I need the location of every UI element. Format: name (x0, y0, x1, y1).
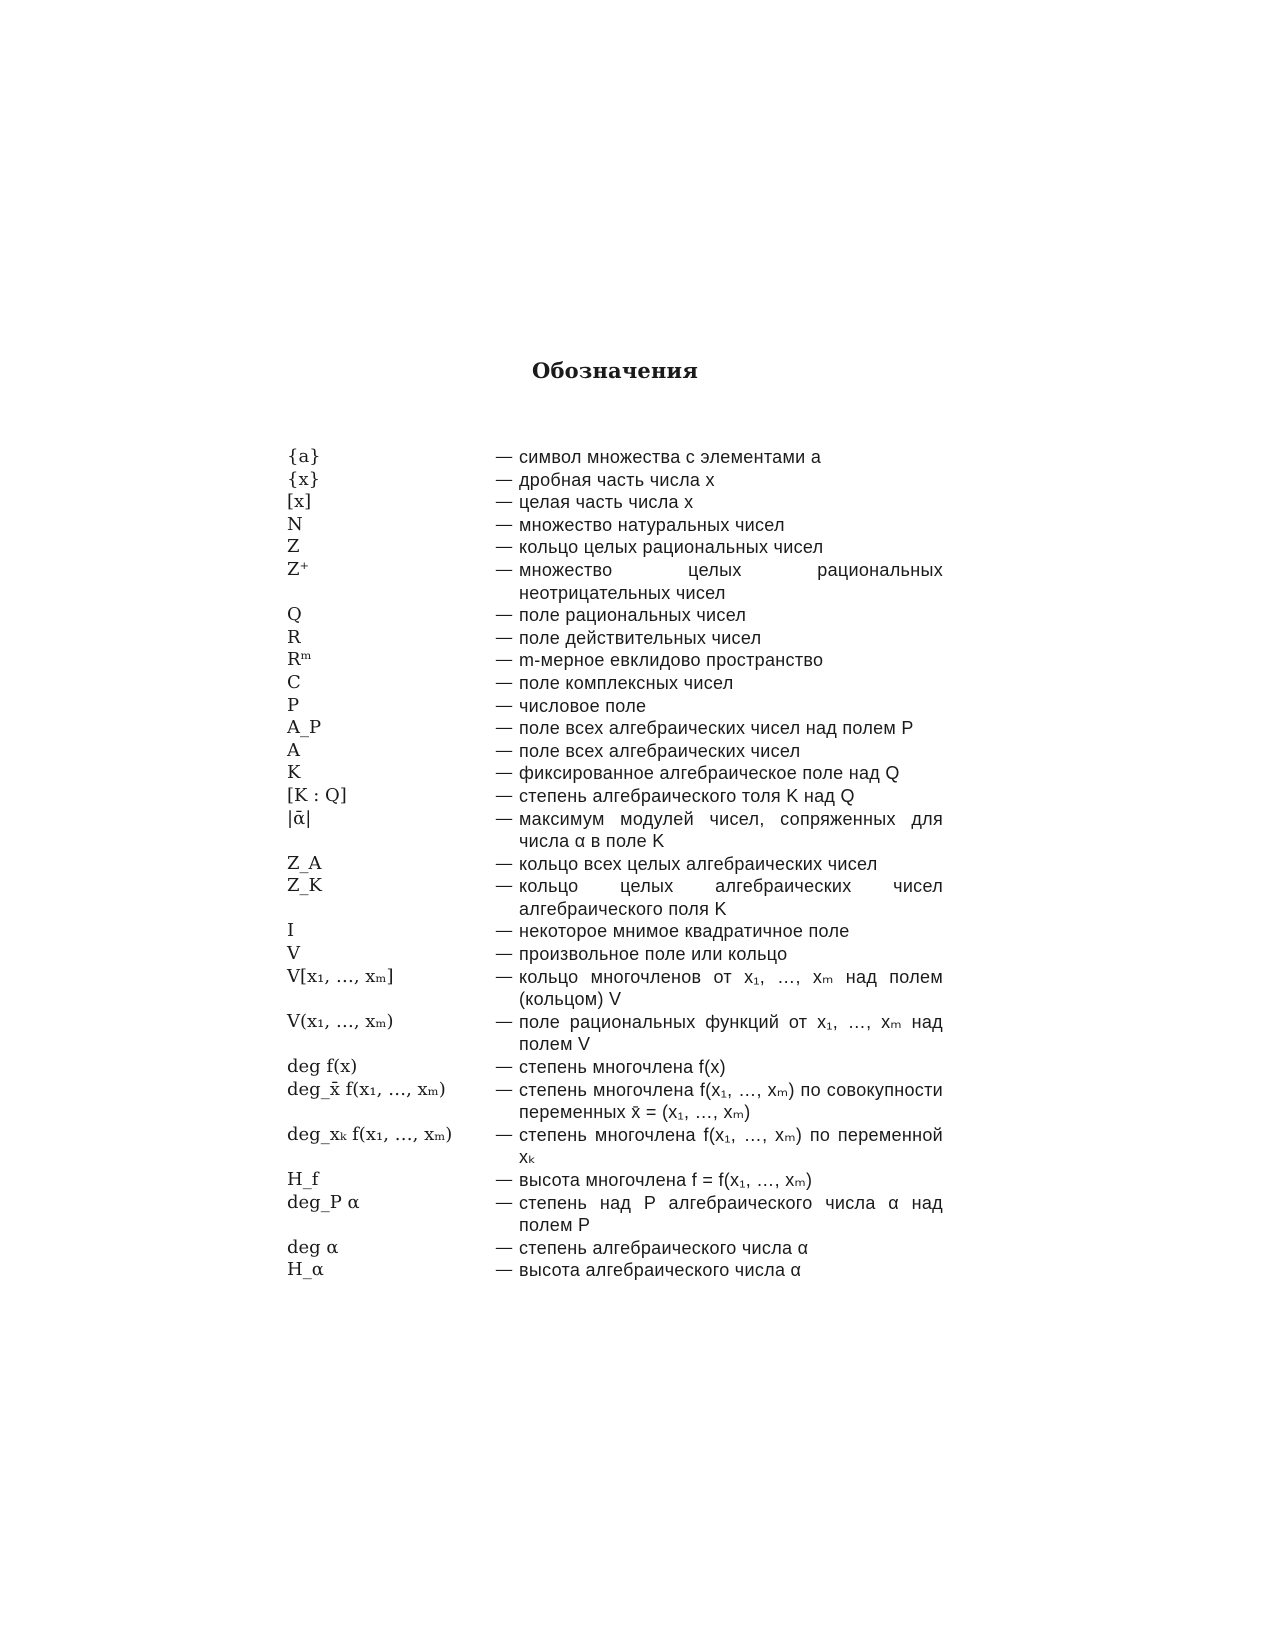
dash-separator: — (495, 468, 513, 490)
notation-description: максимум модулей чисел, сопряженных для числа α в поле K (519, 808, 943, 852)
notation-symbol: Z_K (287, 875, 322, 897)
notation-symbol: Q (287, 604, 302, 626)
dash-separator: — (495, 1259, 513, 1281)
dash-separator: — (495, 965, 513, 987)
notation-symbol: [x] (287, 491, 312, 513)
notation-description: кольцо целых алгебраических чисел алгебраического поля K (519, 876, 943, 919)
notation-entry (287, 649, 943, 672)
notation-symbol: |ᾱ| (287, 807, 312, 829)
notation-description: степень алгебраического толя K над Q (519, 785, 855, 806)
notation-symbol: Rᵐ (287, 649, 312, 671)
notation-description: дробная часть числа x (519, 469, 715, 490)
notation-entry (287, 1192, 943, 1237)
notation-description: кольцо всех целых алгебраических чисел (519, 853, 878, 874)
dash-separator: — (495, 784, 513, 806)
notation-entry (287, 1237, 943, 1260)
notation-entry (287, 604, 943, 627)
dash-separator: — (495, 1123, 513, 1145)
dash-separator: — (495, 626, 513, 648)
dash-separator: — (495, 513, 513, 535)
notation-entry (287, 943, 943, 966)
dash-separator: — (495, 671, 513, 693)
notation-entry (287, 875, 943, 920)
notation-description: высота многочлена f = f(x₁, …, xₘ) (519, 1170, 813, 1190)
dash-separator: — (495, 1056, 513, 1078)
notation-description: множество натуральных чисел (519, 514, 785, 535)
notation-entry (287, 966, 943, 1011)
notation-description: поле действительных чисел (519, 627, 762, 648)
notation-description: поле всех алгебраических чисел (519, 740, 801, 761)
notation-entry (287, 808, 943, 853)
notation-symbol: H_α (287, 1259, 324, 1281)
notation-description: степень многочлена f(x₁, …, xₘ) по переменной xₖ (519, 1124, 943, 1168)
notation-entry (287, 920, 943, 943)
notation-description: поле всех алгебраических чисел над полем P (519, 718, 914, 739)
notation-symbol: [K : Q] (287, 784, 347, 806)
notation-entry (287, 740, 943, 763)
notation-symbol: deg α (287, 1236, 339, 1258)
notation-description: степень многочлена f(x₁, …, xₘ) по совокупности переменных x̄ = (x₁, …, xₘ) (519, 1079, 943, 1123)
notation-description: поле рациональных функций от x₁, …, xₘ над полем V (519, 1011, 943, 1055)
dash-separator: — (495, 1191, 513, 1213)
notation-description: степень алгебраического числа α (519, 1237, 809, 1258)
notation-symbol: P (287, 694, 300, 716)
dash-separator: — (495, 852, 513, 874)
notation-entry (287, 469, 943, 492)
dash-separator: — (495, 807, 513, 829)
notation-symbol: A (287, 739, 300, 761)
notation-symbol: {x} (287, 468, 321, 490)
dash-separator: — (495, 446, 513, 467)
dash-separator: — (495, 1169, 513, 1190)
notation-list (287, 446, 943, 1282)
dash-separator: — (495, 762, 513, 784)
notation-entry (287, 446, 943, 469)
dash-separator: — (495, 1236, 513, 1258)
dash-separator: — (495, 920, 513, 942)
notation-symbol: deg_x̄ f(x₁, …, xₘ) (287, 1078, 446, 1100)
notation-description: степень многочлена f(x) (519, 1057, 726, 1078)
notation-description: поле комплексных чисел (519, 672, 734, 693)
dash-separator: — (495, 1078, 513, 1100)
notation-symbol: I (287, 920, 295, 942)
notation-symbol: R (287, 626, 301, 648)
notation-description: числовое поле (519, 695, 647, 716)
dash-separator: — (495, 717, 513, 739)
dash-separator: — (495, 875, 513, 897)
notation-entry (287, 491, 943, 514)
notation-entry (287, 536, 943, 559)
notation-description: поле рациональных чисел (519, 605, 747, 626)
dash-separator: — (495, 694, 513, 716)
dash-separator: — (495, 536, 513, 558)
notation-description: множество целых рациональных неотрицательных чисел (519, 559, 943, 603)
notation-symbol: V[x₁, …, xₘ] (287, 965, 394, 987)
notation-symbol: Z⁺ (287, 558, 310, 580)
notation-entry (287, 514, 943, 537)
notation-symbol: H_f (287, 1169, 319, 1190)
notation-entry (287, 1079, 943, 1124)
notation-symbol: deg_P α (287, 1191, 360, 1213)
notation-symbol: deg_xₖ f(x₁, …, xₘ) (287, 1123, 453, 1145)
notation-symbol: {a} (287, 446, 321, 467)
notation-symbol: C (287, 671, 301, 693)
notation-entry (287, 559, 943, 604)
notation-symbol: N (287, 513, 303, 535)
notation-description: кольцо целых рациональных чисел (519, 537, 824, 558)
dash-separator: — (495, 1010, 513, 1032)
notation-description: произвольное поле или кольцо (519, 944, 788, 965)
notation-entry (287, 627, 943, 650)
notation-entry (287, 1124, 943, 1169)
notation-symbol: Z (287, 536, 300, 558)
notation-symbol: A_P (287, 717, 322, 739)
dash-separator: — (495, 491, 513, 513)
notation-entry (287, 695, 943, 718)
dash-separator: — (495, 943, 513, 965)
notation-description: фиксированное алгебраическое поле над Q (519, 763, 900, 784)
notation-entry (287, 1011, 943, 1056)
dash-separator: — (495, 649, 513, 671)
notation-symbol: Z_A (287, 852, 322, 874)
notation-description: символ множества с элементами a (519, 447, 822, 467)
notation-entry (287, 1259, 943, 1282)
dash-separator: — (495, 558, 513, 580)
notation-description: высота алгебраического числа α (519, 1260, 802, 1281)
notation-description: m-мерное евклидово пространство (519, 650, 824, 671)
notation-entry (287, 1169, 943, 1192)
notation-symbol: deg f(x) (287, 1056, 358, 1078)
notation-entry (287, 785, 943, 808)
dash-separator: — (495, 739, 513, 761)
notation-entry (287, 1056, 943, 1079)
notation-description: целая часть числа x (519, 492, 694, 513)
notation-entry (287, 672, 943, 695)
notation-symbol: V(x₁, …, xₘ) (287, 1010, 394, 1032)
notation-entry (287, 717, 943, 740)
dash-separator: — (495, 604, 513, 626)
notation-symbol: V (287, 943, 300, 965)
notation-description: некоторое мнимое квадратичное поле (519, 921, 850, 942)
page-title: Обозначения (531, 358, 699, 383)
notation-description: кольцо многочленов от x₁, …, xₘ над полем (кольцом) V (519, 966, 943, 1010)
notation-entry (287, 853, 943, 876)
notation-symbol: K (287, 762, 301, 784)
notation-description: степень над P алгебраического числа α над полем P (519, 1192, 943, 1236)
notation-entry (287, 762, 943, 785)
